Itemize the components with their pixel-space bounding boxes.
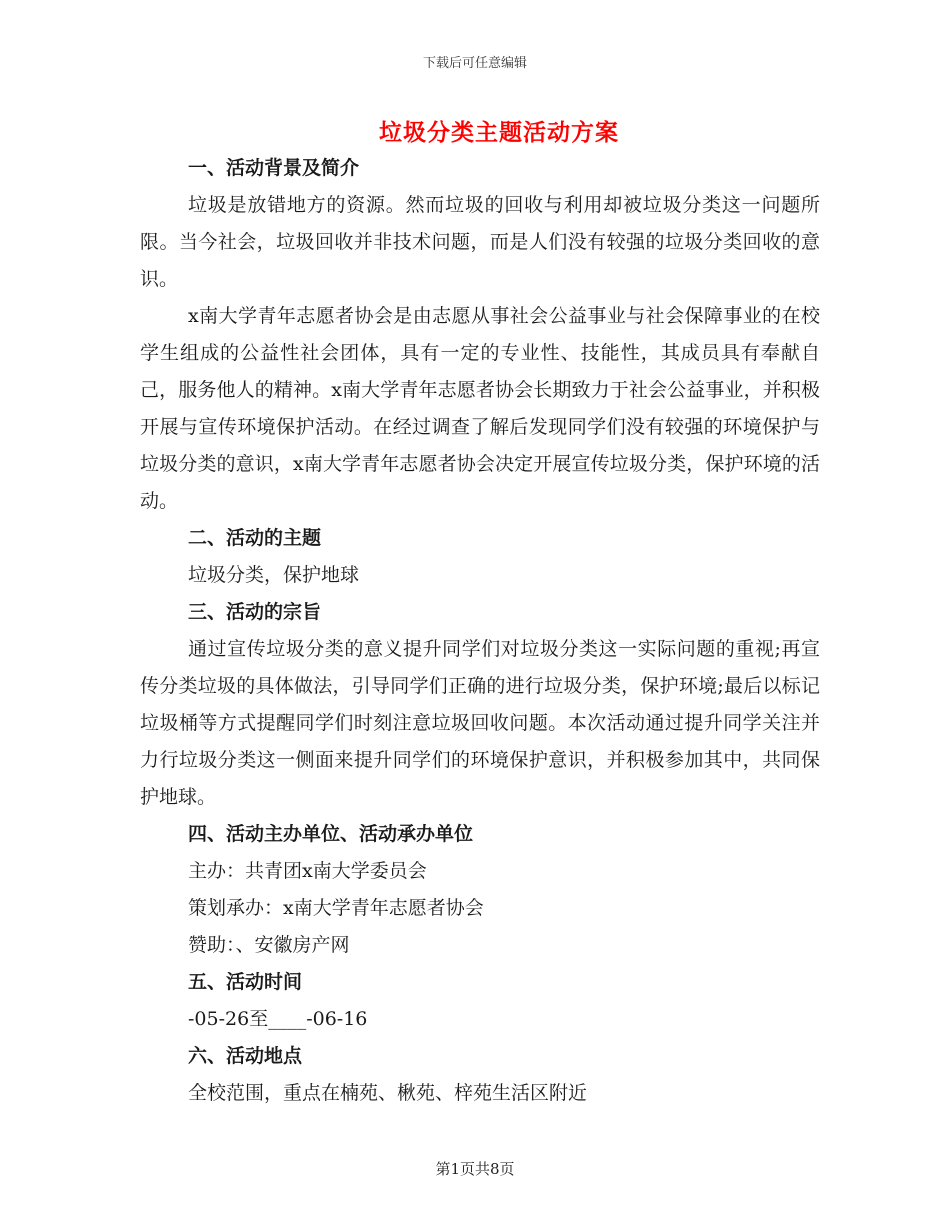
section-heading-theme: 二、活动的主题 [188,527,322,549]
header-note: 下载后可任意编辑 [422,56,527,71]
section-heading-organizers: 四、活动主办单位、活动承办单位 [188,823,474,845]
section-heading-background: 一、活动背景及简介 [188,157,360,179]
page-number: 第1页共8页 [435,1160,515,1178]
activity-time: -05-26至____-06-16 [188,1008,368,1030]
document-title: 垃圾分类主题活动方案 [379,119,619,146]
paragraph-background-1: 垃圾是放错地方的资源。然而垃圾的回收与利用却被垃圾分类这一问题所限。当今社会，垃圾回收并非技术问题，而是人们没有较强的垃圾分类回收的意识。 [140,194,820,290]
paragraph-purpose: 通过宣传垃圾分类的意义提升同学们对垃圾分类这一实际问题的重视;再宣传分类垃圾的具体做法，引导同学们正确的进行垃圾分类，保护环境;最后以标记垃圾桶等方式提醒同学们时刻注意垃圾回收问题。本次活动通过提升同学关注并力行垃圾分类这一侧面来提升同学们的环境保护意识，并积极参加其中，共同保护地球。 [140,638,820,808]
theme-text: 垃圾分类，保护地球 [188,564,360,586]
section-heading-location: 六、活动地点 [188,1045,303,1067]
section-heading-time: 五、活动时间 [188,971,303,993]
paragraph-background-2: x南大学青年志愿者协会是由志愿从事社会公益事业与社会保障事业的在校学生组成的公益性社会团体，具有一定的专业性、技能性，其成员具有奉献自己，服务他人的精神。x南大学青年志愿者协会长期致力于社会公益事业，并积极开展与宣传环境保护活动。在经过调查了解后发现同学们没有较强的环境保护与垃圾分类的意识，x南大学青年志愿者协会决定开展宣传垃圾分类，保护环境的活动。 [140,305,820,512]
organizer-sponsor: 赞助：、安徽房产网 [188,934,350,956]
section-heading-purpose: 三、活动的宗旨 [188,601,322,623]
document-body [140,150,820,1112]
organizer-host: 主办：共青团x南大学委员会 [188,860,427,882]
activity-location: 全校范围，重点在楠苑、楸苑、梓苑生活区附近 [188,1082,588,1104]
organizer-planner: 策划承办：x南大学青年志愿者协会 [188,897,484,919]
